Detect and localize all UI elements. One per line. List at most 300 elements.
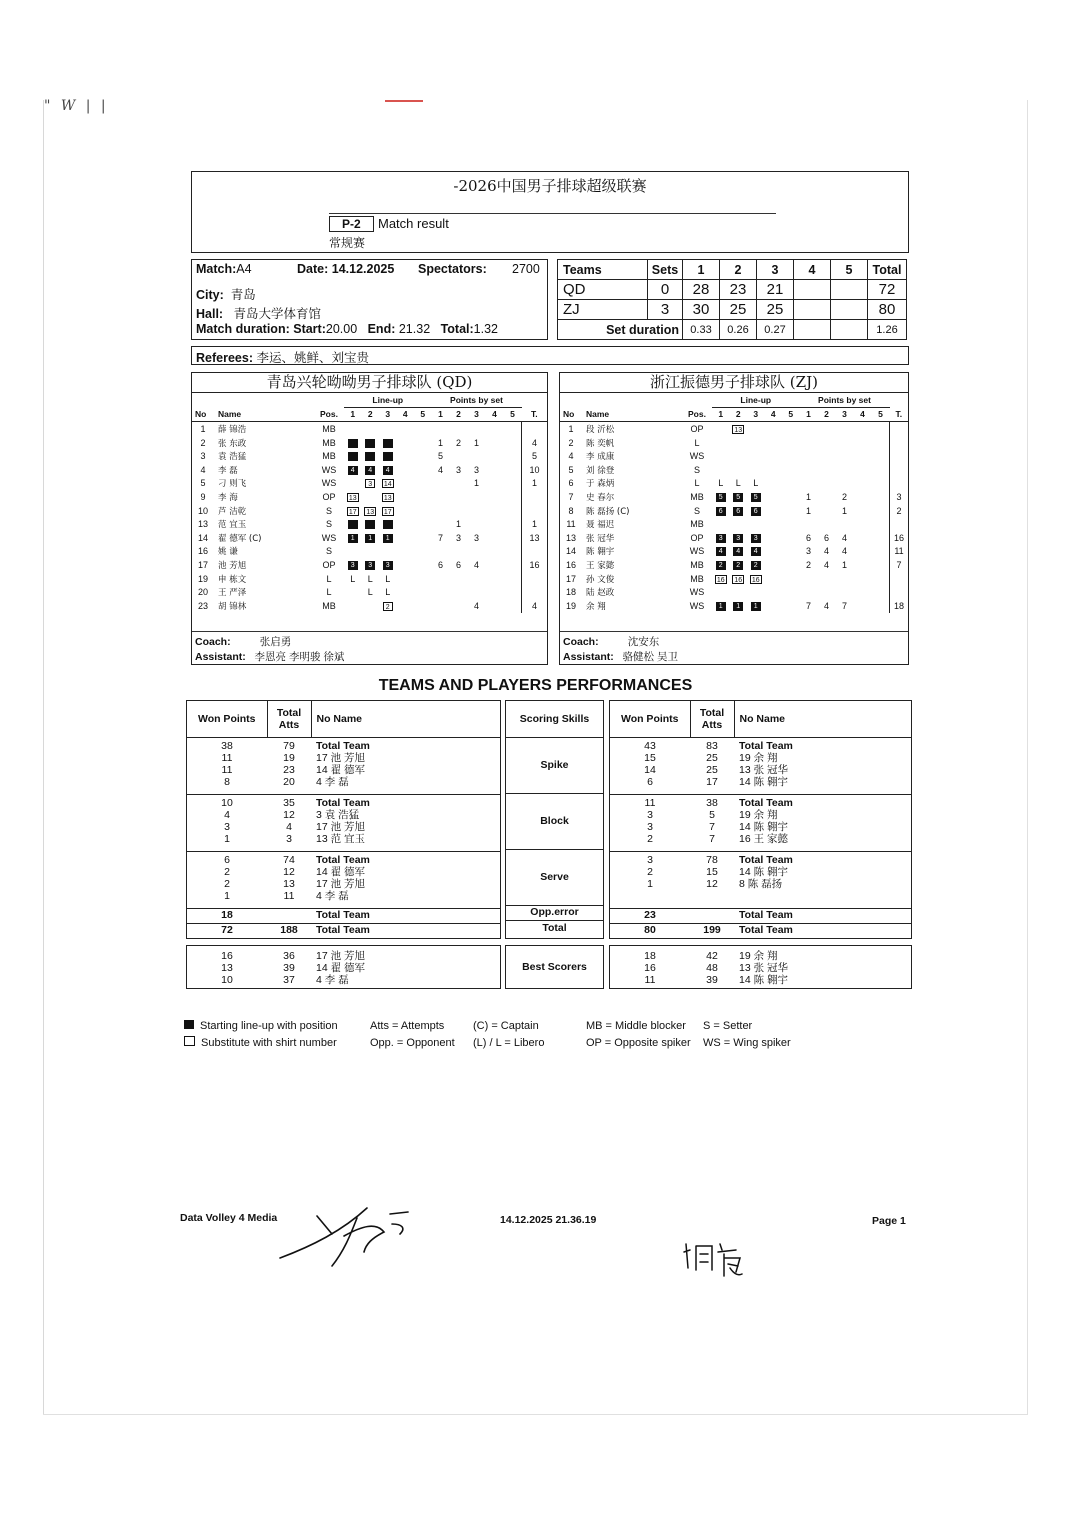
substitute-number: 17 xyxy=(348,508,357,516)
starting-position: 5 xyxy=(716,493,726,502)
lineup-cell xyxy=(414,436,432,450)
total-atts: 25 xyxy=(706,751,718,764)
lineup-cell xyxy=(747,422,765,436)
total-atts: 39 xyxy=(283,962,295,975)
set-header: 1 xyxy=(432,407,450,422)
skill-name: Serve xyxy=(540,870,569,883)
footer-timestamp: 14.12.2025 21.36.19 xyxy=(500,1214,597,1226)
set-points xyxy=(486,449,504,463)
set-header: 2 xyxy=(730,407,748,422)
won-points: 10 xyxy=(221,974,233,987)
total-atts: 15 xyxy=(706,865,718,878)
starting-position: 4 xyxy=(716,547,726,556)
lineup-cell xyxy=(362,463,380,477)
perf-row xyxy=(187,854,500,866)
player-or-team: Total Team xyxy=(316,853,370,866)
player-row xyxy=(192,558,547,572)
set-points: 1 xyxy=(473,478,479,489)
set-points xyxy=(486,422,504,436)
lineup-cell xyxy=(344,422,362,436)
set-score: 25 xyxy=(720,300,757,320)
match-duration: Match duration: Start:20.00 End: 21.32 Total:1.32 xyxy=(196,322,498,336)
set-points: 2 xyxy=(841,491,847,502)
player-row xyxy=(192,449,547,463)
player-position: L xyxy=(326,573,332,584)
lineup-cell xyxy=(782,504,800,518)
player-or-team: 14 陈 翱宇 xyxy=(739,776,789,789)
header-rule xyxy=(329,213,776,214)
set-points: 3 xyxy=(473,464,479,475)
set-points xyxy=(872,490,890,504)
best-scorers-b xyxy=(609,945,912,989)
lineup-cell xyxy=(414,517,432,531)
lineup-cell xyxy=(414,558,432,572)
player-name: 张 冠华 xyxy=(586,533,615,544)
lineup-cell xyxy=(765,422,783,436)
player-name: 李 成康 xyxy=(586,452,615,463)
perf-skills xyxy=(505,700,604,939)
perf-row xyxy=(187,878,500,890)
set-points: 6 xyxy=(437,559,443,570)
lineup-cell xyxy=(414,422,432,436)
player-total: 16 xyxy=(522,558,548,572)
player-total: 4 xyxy=(522,599,548,613)
player-or-team: 13 范 宜玉 xyxy=(316,833,366,846)
scan-right-edge xyxy=(1027,100,1028,1415)
lineup-cell xyxy=(730,490,748,504)
substitute-number: 16 xyxy=(751,576,760,584)
set-score: 25 xyxy=(757,300,794,320)
player-name: 孙 文俊 xyxy=(586,574,615,585)
perf-opp_error-row xyxy=(610,908,911,923)
set-points xyxy=(872,531,890,545)
lineup-cell xyxy=(712,585,730,599)
set-points xyxy=(854,422,872,436)
starting-position: 1 xyxy=(751,602,761,611)
lineup-cell xyxy=(379,436,397,450)
set-points xyxy=(818,463,836,477)
set-points xyxy=(486,490,504,504)
player-number: 2 xyxy=(200,437,206,448)
perf-row xyxy=(610,752,911,764)
player-total xyxy=(522,585,548,599)
set-points xyxy=(432,504,450,518)
won-points: 2 xyxy=(647,865,653,878)
won-points: 2 xyxy=(224,865,230,878)
starting-position xyxy=(348,452,358,461)
player-row xyxy=(192,517,547,531)
won-points: 3 xyxy=(647,808,653,821)
player-name: 14 陈 翱宇 xyxy=(739,974,789,987)
player-row xyxy=(560,490,908,504)
won-points: 18 xyxy=(221,909,233,922)
lineup-cell xyxy=(379,463,397,477)
player-row xyxy=(560,436,908,450)
total-atts: 11 xyxy=(283,890,295,903)
perf-row xyxy=(187,866,500,878)
set-points xyxy=(872,558,890,572)
team-b-coach-rule xyxy=(560,631,908,632)
player-number: 4 xyxy=(568,451,574,462)
set-points xyxy=(486,477,504,491)
won-points: 3 xyxy=(647,853,653,866)
set-header: 1 xyxy=(344,407,362,422)
lineup-cell xyxy=(344,585,362,599)
player-number: 5 xyxy=(200,478,206,489)
won-points: 23 xyxy=(644,909,656,922)
set-points xyxy=(854,531,872,545)
won-points: 2 xyxy=(647,833,653,846)
best-scorer-row xyxy=(187,950,500,962)
player-number: 1 xyxy=(200,423,206,434)
name-header: Name xyxy=(214,407,314,422)
starting-position: 4 xyxy=(733,547,743,556)
player-position: OP xyxy=(690,532,704,543)
best-scorer-row xyxy=(187,974,500,986)
player-number: 16 xyxy=(565,559,576,570)
team-a-lineup xyxy=(191,372,548,665)
set-points xyxy=(468,449,486,463)
score-row-zj xyxy=(558,300,907,320)
player-total xyxy=(890,585,909,599)
player-name: 袁 浩猛 xyxy=(218,452,247,463)
player-row xyxy=(192,572,547,586)
won-points: 18 xyxy=(644,950,656,962)
player-number: 14 xyxy=(197,532,208,543)
team-total: Total Team xyxy=(316,909,370,922)
team-a-assistant: Assistant: 李恩亮 李明骏 徐斌 xyxy=(195,651,345,663)
lineup-cell xyxy=(397,599,415,613)
player-total: 11 xyxy=(890,545,909,559)
player-name: 17 池 芳旭 xyxy=(316,950,366,962)
starting-position xyxy=(383,439,393,448)
player-position: S xyxy=(325,519,332,530)
player-number: 17 xyxy=(197,559,208,570)
score-header: Total xyxy=(868,260,907,280)
set-points xyxy=(504,436,522,450)
player-number: 19 xyxy=(565,600,576,611)
lineup-cell xyxy=(379,599,397,613)
set-score xyxy=(794,280,831,300)
no-header: No xyxy=(560,407,582,422)
player-name: 4 李 磊 xyxy=(316,974,349,987)
set-points xyxy=(836,585,854,599)
best-scorers-a xyxy=(186,945,501,989)
player-position: MB xyxy=(322,437,336,448)
set-points xyxy=(836,436,854,450)
player-name: 19 余 翔 xyxy=(739,950,778,962)
player-or-team: 16 王 家懿 xyxy=(739,833,789,846)
lineup-cell xyxy=(712,490,730,504)
lineup-cell: L xyxy=(385,587,391,598)
starting-position: 5 xyxy=(751,493,761,502)
player-position: OP xyxy=(690,423,704,434)
total-atts: 7 xyxy=(709,820,715,833)
perf-row xyxy=(610,797,911,809)
team-total: Total Team xyxy=(739,909,793,922)
legend-col-1 xyxy=(184,1018,338,1052)
player-number: 17 xyxy=(565,573,576,584)
set-header: 5 xyxy=(872,407,890,422)
total-atts: 36 xyxy=(283,950,295,962)
won-points: 13 xyxy=(221,962,233,975)
set-points: 2 xyxy=(455,437,461,448)
report-header xyxy=(191,171,909,253)
player-row xyxy=(560,422,908,436)
player-name: 王 家懿 xyxy=(586,560,615,571)
won-points: 38 xyxy=(221,739,233,752)
lineup-cell xyxy=(362,517,380,531)
lineup-cell xyxy=(362,599,380,613)
set-points xyxy=(504,572,522,586)
starting-position: 5 xyxy=(733,493,743,502)
player-total: 3 xyxy=(890,490,909,504)
starting-position: 1 xyxy=(716,602,726,611)
set-header: 3 xyxy=(468,407,486,422)
skill-name: Block xyxy=(540,814,569,827)
lineup-cell xyxy=(730,572,748,586)
starting-position: 6 xyxy=(716,507,726,516)
starting-position xyxy=(383,520,393,529)
perf-row xyxy=(187,821,500,833)
total-points: 80 xyxy=(868,300,907,320)
player-row xyxy=(192,545,547,559)
lineup-cell xyxy=(344,504,362,518)
won-points: 11 xyxy=(644,974,656,987)
player-or-team: Total Team xyxy=(316,796,370,809)
player-total: 5 xyxy=(522,449,548,463)
player-number: 3 xyxy=(200,451,206,462)
lineup-cell xyxy=(379,422,397,436)
lineup-cell xyxy=(747,545,765,559)
player-row xyxy=(560,517,908,531)
player-row xyxy=(560,545,908,559)
total-header: T. xyxy=(522,407,548,422)
won-points: 72 xyxy=(221,924,233,937)
set-points: 6 xyxy=(455,559,461,570)
referees-line: Referees: 李运、姚鲜、刘宝贵 xyxy=(196,351,369,365)
lineup-cell xyxy=(712,504,730,518)
player-name: 13 张 冠华 xyxy=(739,962,789,975)
set-score: 23 xyxy=(720,280,757,300)
set-header: 4 xyxy=(854,407,872,422)
lineup-cell xyxy=(379,545,397,559)
lineup-cell xyxy=(782,545,800,559)
starting-position: 3 xyxy=(733,534,743,543)
best-scorer-row xyxy=(610,950,911,962)
player-or-team: 17 池 芳旭 xyxy=(316,877,366,890)
pos-header: Pos. xyxy=(314,407,344,422)
set-header: 4 xyxy=(397,407,415,422)
total-points: 72 xyxy=(868,280,907,300)
set-header: 3 xyxy=(379,407,397,422)
player-number: 16 xyxy=(197,546,208,557)
won-points-header: Won Points xyxy=(187,701,267,737)
no-header: No xyxy=(192,407,214,422)
lineup-cell xyxy=(362,422,380,436)
set-points xyxy=(872,585,890,599)
starting-position: 2 xyxy=(733,561,743,570)
lineup-cell xyxy=(747,463,765,477)
starting-position xyxy=(348,520,358,529)
legend-libero: (L) / L = Libero xyxy=(473,1037,545,1049)
score-header: 3 xyxy=(757,260,794,280)
total-atts: 17 xyxy=(706,776,718,789)
referees xyxy=(191,346,909,365)
player-total: 13 xyxy=(522,531,548,545)
total-atts: 37 xyxy=(283,974,295,987)
lineup-cell xyxy=(765,449,783,463)
lineup-cell xyxy=(344,449,362,463)
player-number: 9 xyxy=(200,491,206,502)
set-points xyxy=(432,477,450,491)
set-points: 2 xyxy=(805,559,811,570)
player-name: 陈 奕帆 xyxy=(586,438,615,449)
perf-row xyxy=(610,740,911,752)
total-atts: 78 xyxy=(706,853,718,866)
lineup-cell xyxy=(414,504,432,518)
lineup-cell xyxy=(765,517,783,531)
won-points: 1 xyxy=(224,833,230,846)
lineup-cell: L xyxy=(367,587,373,598)
set-points xyxy=(800,463,818,477)
starting-position: 4 xyxy=(348,466,358,475)
lineup-cell xyxy=(765,436,783,450)
player-total: 10 xyxy=(522,463,548,477)
player-name: 张 东政 xyxy=(218,438,247,449)
set-points xyxy=(854,463,872,477)
player-number: 11 xyxy=(566,519,576,530)
substitute-number: 13 xyxy=(734,427,743,435)
lineup-cell xyxy=(730,504,748,518)
player-name: 陈 翱宇 xyxy=(586,547,615,558)
match-date: Date: 14.12.2025 xyxy=(297,262,395,276)
sets-won: 3 xyxy=(648,300,683,320)
perf-total-row xyxy=(610,923,911,938)
lineup-cell xyxy=(747,558,765,572)
starting-position: 1 xyxy=(733,602,743,611)
lineup-cell xyxy=(765,585,783,599)
perf-row xyxy=(187,764,500,776)
player-number: 13 xyxy=(197,519,208,530)
player-name: 姚 谦 xyxy=(218,547,238,558)
set-header: 3 xyxy=(747,407,765,422)
total-atts xyxy=(690,908,734,923)
player-name: 陈 磊扬 (C) xyxy=(586,506,630,517)
lineup-cell xyxy=(397,572,415,586)
lineup-cell xyxy=(362,545,380,559)
set-duration: 0.33 xyxy=(683,320,720,340)
player-position: WS xyxy=(689,587,705,598)
phase: 常规赛 xyxy=(329,236,366,250)
set-points xyxy=(486,463,504,477)
player-total xyxy=(522,572,548,586)
set-points xyxy=(504,599,522,613)
total-atts: 19 xyxy=(283,751,295,764)
set-points xyxy=(504,449,522,463)
legend-op: OP = Opposite spiker xyxy=(586,1037,691,1049)
lineup-cell xyxy=(730,422,748,436)
lineup-cell xyxy=(730,531,748,545)
player-number: 10 xyxy=(197,505,208,516)
player-or-team: 3 袁 浩猛 xyxy=(316,808,360,821)
won-points: 11 xyxy=(221,763,233,776)
set-points: 4 xyxy=(473,600,479,611)
player-or-team: 14 陈 翱宇 xyxy=(739,865,789,878)
lineup-header: Line-up xyxy=(712,393,800,407)
set-points xyxy=(836,517,854,531)
score-header: 4 xyxy=(794,260,831,280)
perf-row xyxy=(187,890,500,902)
set-points xyxy=(468,504,486,518)
total-atts: 25 xyxy=(706,763,718,776)
player-total xyxy=(890,422,909,436)
player-name: 王 严泽 xyxy=(218,588,247,599)
won-points: 3 xyxy=(647,820,653,833)
player-name: 李 海 xyxy=(218,492,238,503)
set-score: 28 xyxy=(683,280,720,300)
lineup-cell xyxy=(782,436,800,450)
set-points xyxy=(818,504,836,518)
set-points xyxy=(872,436,890,450)
player-total xyxy=(522,504,548,518)
lineup-cell xyxy=(747,490,765,504)
set-points xyxy=(854,449,872,463)
player-name: 池 芳旭 xyxy=(218,560,247,571)
best-scorer-row xyxy=(187,962,500,974)
legend-col-2 xyxy=(370,1018,455,1052)
set-points xyxy=(854,477,872,491)
lineup-cell xyxy=(379,558,397,572)
lineup-cell xyxy=(414,572,432,586)
set-points xyxy=(486,517,504,531)
lineup-cell xyxy=(765,463,783,477)
player-or-team: 14 陈 翱宇 xyxy=(739,820,789,833)
starting-position xyxy=(383,452,393,461)
starting-position: 1 xyxy=(348,534,358,543)
won-points: 3 xyxy=(224,820,230,833)
lineup-cell xyxy=(344,517,362,531)
set-header: 2 xyxy=(818,407,836,422)
lineup-cell xyxy=(712,545,730,559)
starting-position: 3 xyxy=(383,561,393,570)
lineup-cell xyxy=(344,490,362,504)
set-points xyxy=(486,572,504,586)
player-or-team: 19 余 翔 xyxy=(739,751,778,764)
score-header: 1 xyxy=(683,260,720,280)
lineup-cell xyxy=(362,504,380,518)
starting-position xyxy=(348,439,358,448)
set-duration-label: Set duration xyxy=(558,320,683,340)
lineup-cell xyxy=(782,477,800,491)
lineup-cell xyxy=(730,436,748,450)
lineup-cell xyxy=(344,436,362,450)
total-atts: 79 xyxy=(283,739,295,752)
starting-position: 2 xyxy=(716,561,726,570)
player-position: S xyxy=(693,505,700,516)
score-header: Teams xyxy=(558,260,648,280)
set-points xyxy=(486,504,504,518)
set-points xyxy=(854,436,872,450)
legend-col-3 xyxy=(473,1018,544,1052)
set-points: 3 xyxy=(455,532,461,543)
set-points: 3 xyxy=(455,464,461,475)
match-info xyxy=(191,259,548,340)
player-row xyxy=(560,599,908,613)
set-points xyxy=(504,477,522,491)
substitute-number: 14 xyxy=(383,481,392,489)
lineup-cell xyxy=(397,490,415,504)
